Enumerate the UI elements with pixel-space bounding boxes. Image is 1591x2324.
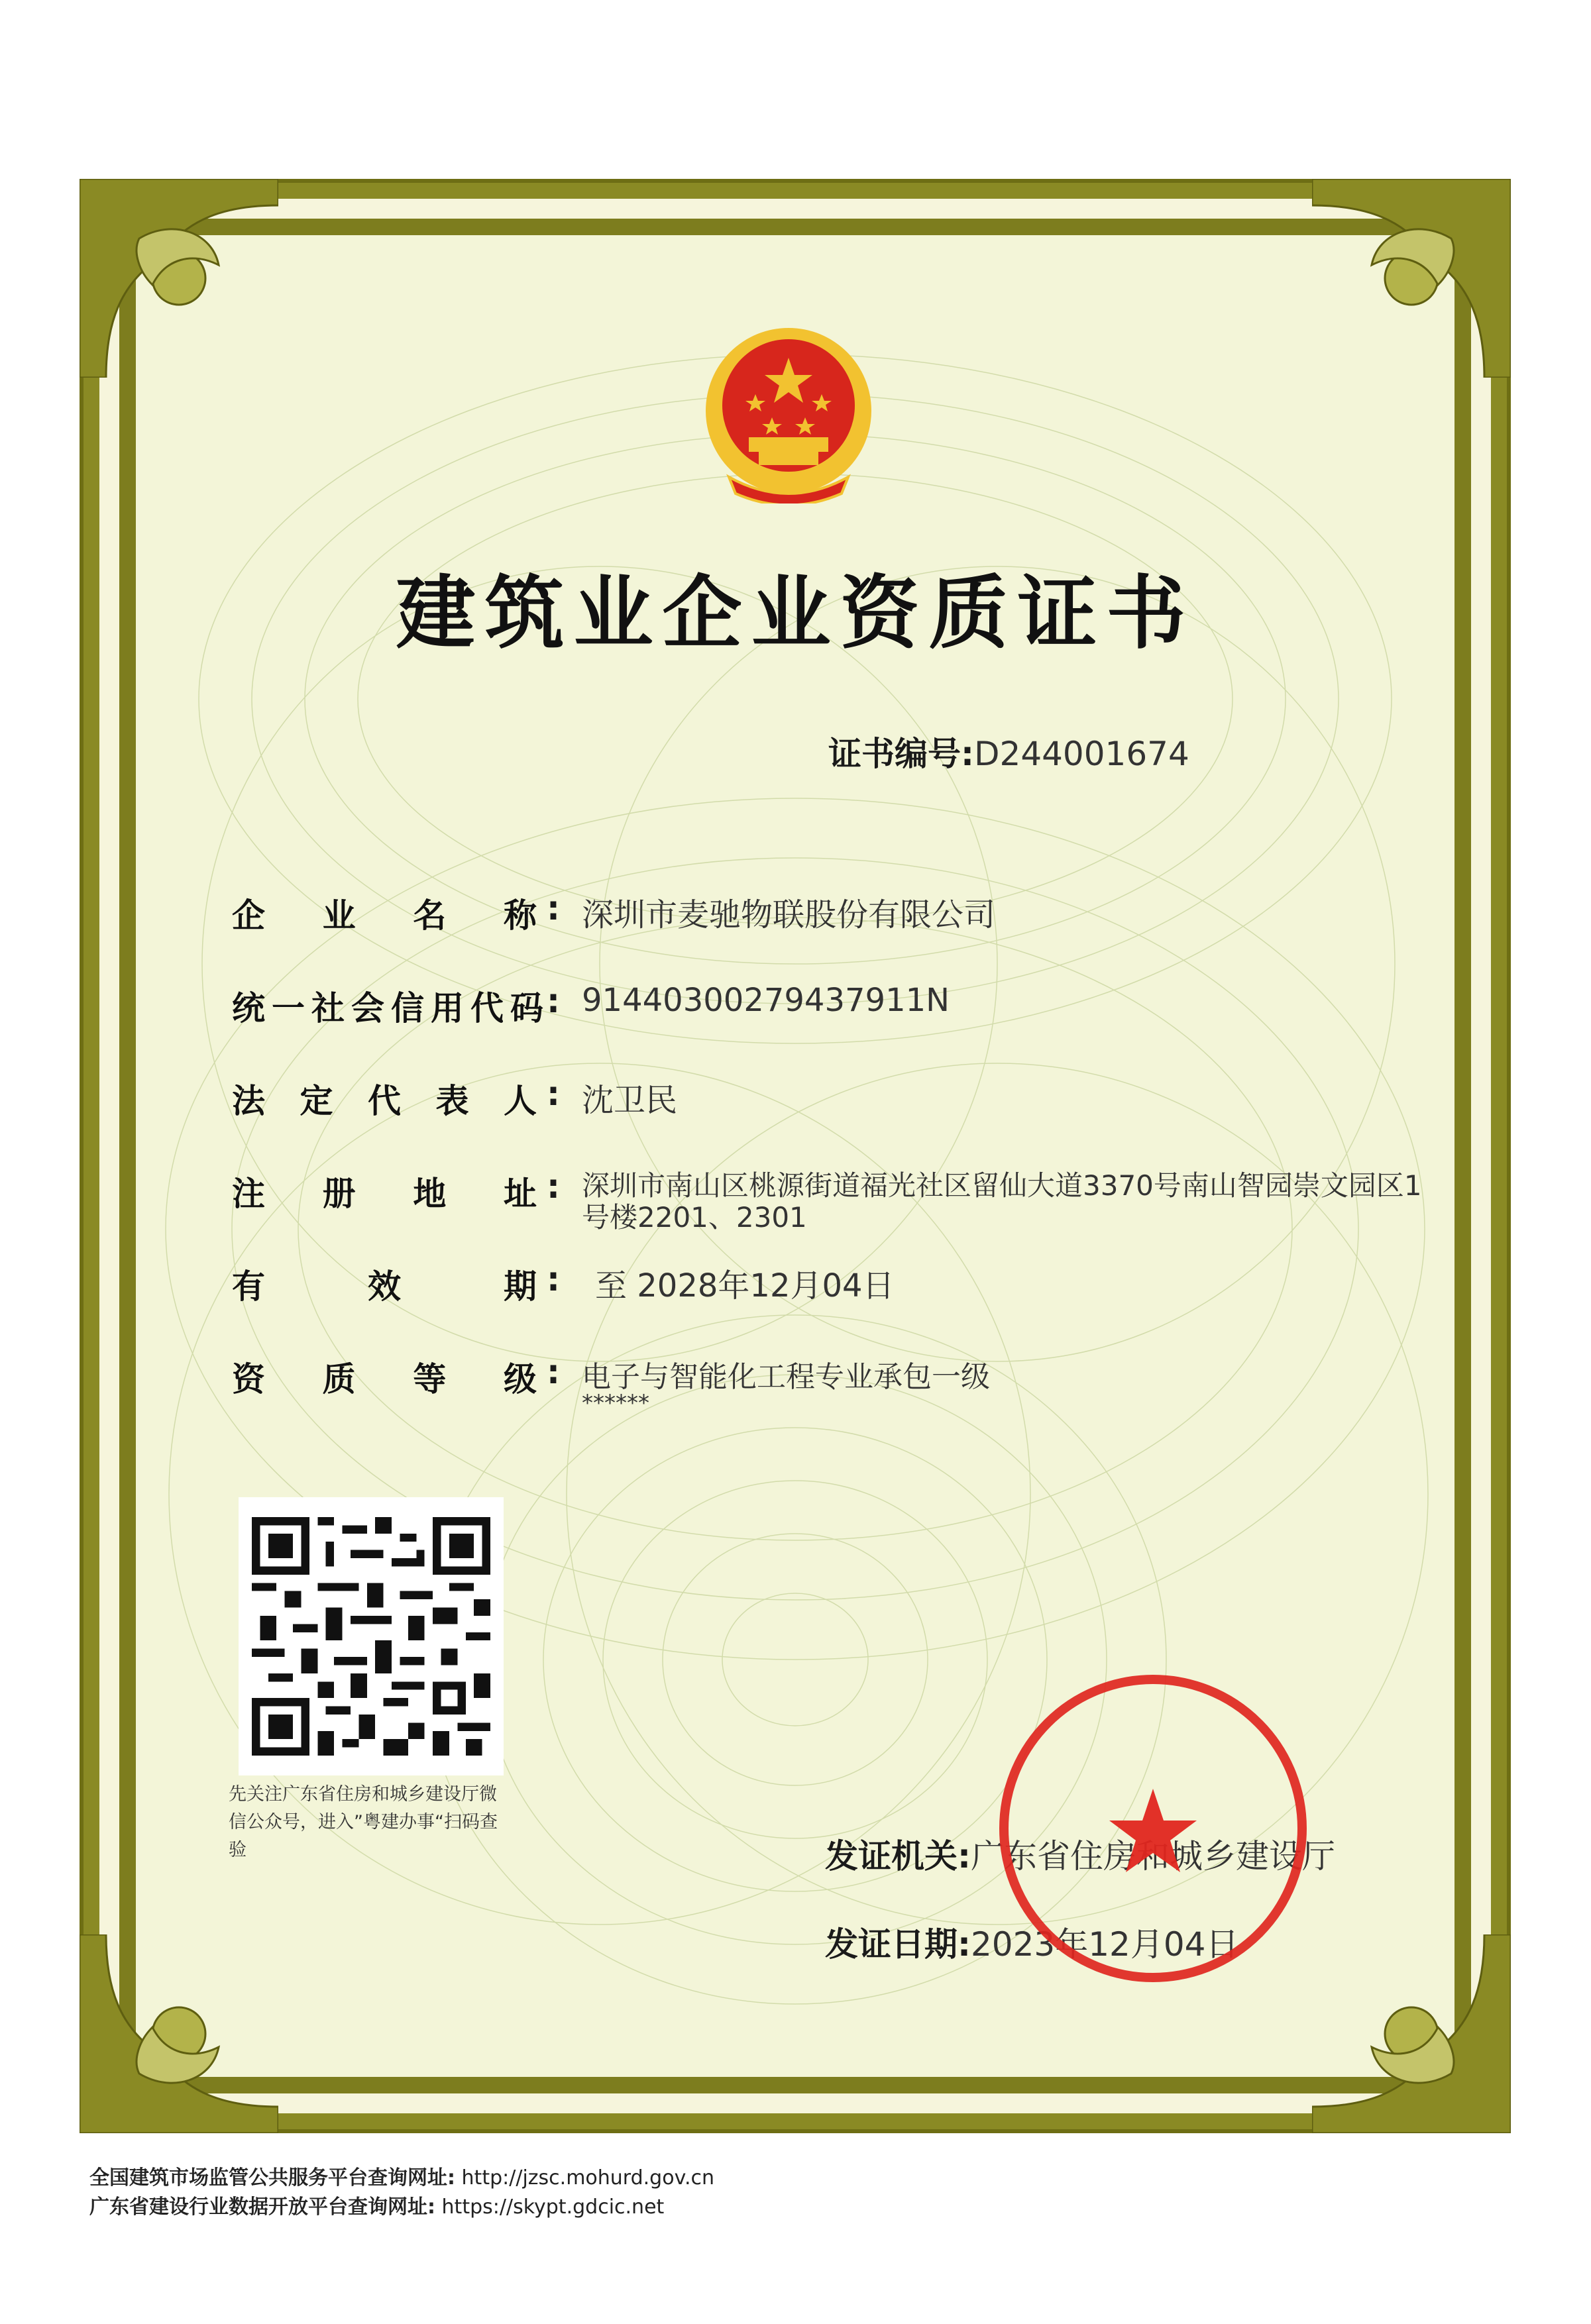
field-colon: : xyxy=(547,1167,560,1206)
field-value: 91440300279437911N xyxy=(582,982,950,1019)
field-value: 深圳市麦驰物联股份有限公司 xyxy=(582,896,996,933)
field-colon: : xyxy=(547,1260,560,1298)
certificate-number xyxy=(828,727,1189,775)
field-value: 电子与智能化工程专业承包一级 xyxy=(582,1360,990,1394)
certificate-title: 建筑业企业资质证书 xyxy=(396,566,1195,660)
field-label: 有 效 期 xyxy=(232,1267,537,1306)
certificate-number-value: D244001674 xyxy=(974,735,1189,773)
issuing-authority-label: 发证机关: xyxy=(825,1837,971,1875)
corner-ornament-top-left xyxy=(80,179,278,378)
national-emblem-icon xyxy=(702,325,875,503)
field-value: 至 2028年12月04日 xyxy=(595,1267,895,1304)
field-colon: : xyxy=(547,1353,560,1391)
field-label: 统 一 社 会 信 用 代 码 xyxy=(232,989,543,1028)
footer-label: 广东省建设行业数据开放平台查询网址: xyxy=(89,2195,435,2219)
field-value: 深圳市南山区桃源街道福光社区留仙大道3370号南山智园崇文园区1号楼2201、2301 xyxy=(582,1169,1422,1234)
field-label: 资 质 等 级 xyxy=(232,1360,537,1399)
field-colon: : xyxy=(547,982,560,1020)
field-label: 企 业 名 称 xyxy=(232,896,537,935)
verification-qr-code[interactable] xyxy=(239,1497,504,1775)
footer-line-provincial xyxy=(89,2190,664,2219)
footer-line-national xyxy=(89,2161,714,2190)
field-value: 沈卫民 xyxy=(582,1082,678,1119)
footer-url[interactable]: http://jzsc.mohurd.gov.cn xyxy=(461,2166,715,2190)
field-value-secondary: ****** xyxy=(582,1390,649,1416)
issuing-authority-value: 广东省住房和城乡建设厅 xyxy=(971,1837,1335,1875)
corner-ornament-bottom-left xyxy=(80,1934,278,2133)
qr-caption: 先关注广东省住房和城乡建设厅微信公众号，进入”粤建办事“扫码查验 xyxy=(229,1784,498,1860)
certificate-number-label: 证书编号: xyxy=(828,735,974,773)
corner-ornament-top-right xyxy=(1312,179,1511,378)
field-colon: : xyxy=(547,1075,560,1113)
footer-url[interactable]: https://skypt.gdcic.net xyxy=(441,2195,665,2219)
field-label: 法 定 代 表 人 xyxy=(232,1082,537,1120)
official-seal-stamp xyxy=(994,1669,1312,1987)
issue-date-label: 发证日期: xyxy=(825,1925,971,1964)
field-colon: : xyxy=(547,889,560,927)
corner-ornament-bottom-right xyxy=(1312,1934,1511,2133)
issue-date-value: 2023年12月04日 xyxy=(971,1925,1239,1964)
field-label: 注 册 地 址 xyxy=(232,1175,537,1213)
footer-label: 全国建筑市场监管公共服务平台查询网址: xyxy=(89,2166,455,2190)
